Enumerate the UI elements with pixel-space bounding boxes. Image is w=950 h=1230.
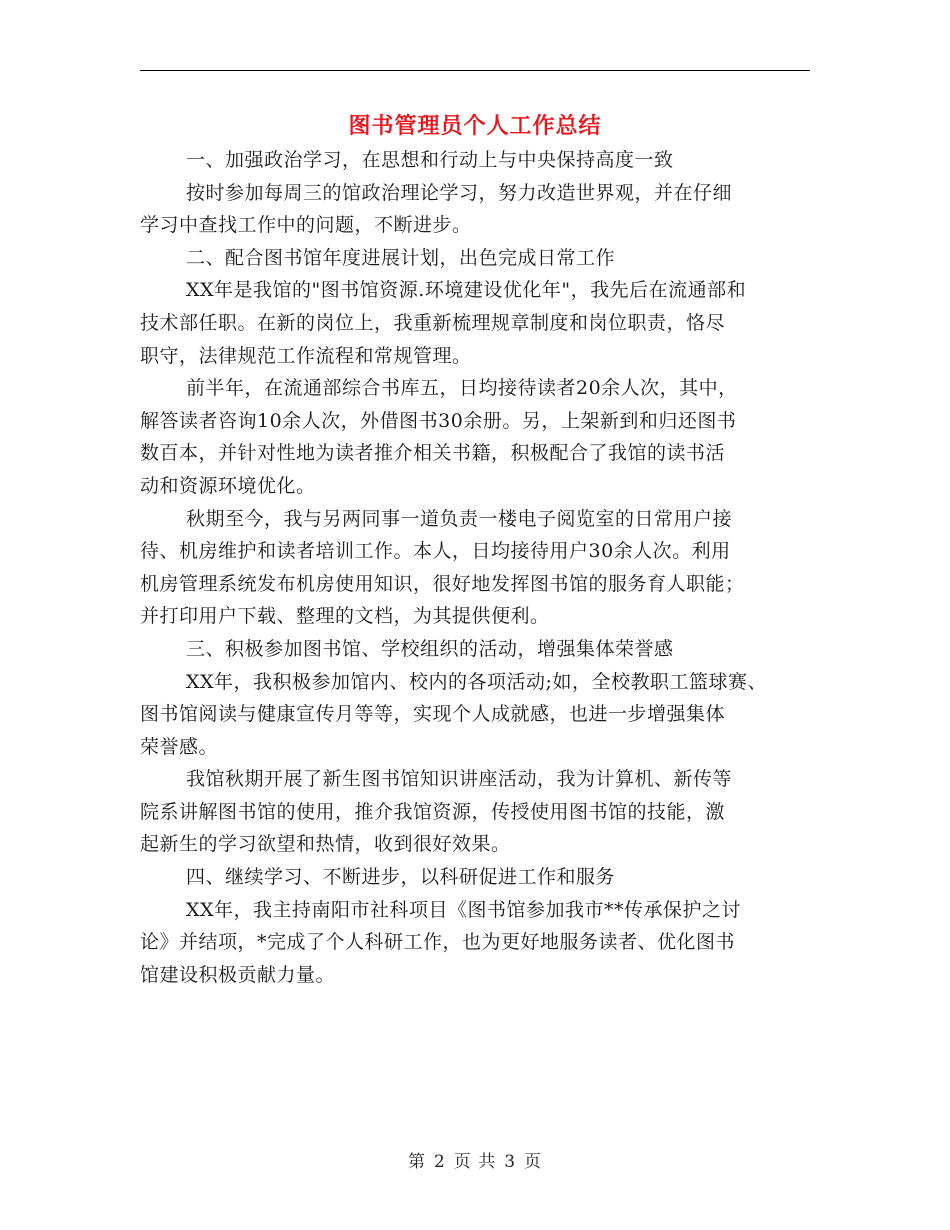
body-line: 起新生的学习欲望和热情，收到很好效果。 [140, 833, 511, 856]
body-line: XX年，我积极参加馆内、校内的各项活动;如，全校教职工篮球赛、 [186, 670, 767, 693]
footer-suffix: 页 [524, 1152, 543, 1172]
body-line: XX年，我主持南阳市社科项目《图书馆参加我市**传承保护之讨 [186, 898, 742, 921]
body-line: 四、继续学习、不断进步，以科研促进工作和服务 [186, 866, 616, 889]
body-line: 按时参加每周三的馆政治理论学习，努力改造世界观，并在仔细 [186, 181, 733, 204]
body-line: 待、机房维护和读者培训工作。本人，日均接待用户30余人次。利用 [140, 540, 731, 563]
body-line: 技术部任职。在新的岗位上，我重新梳理规章制度和岗位职责，恪尽 [140, 311, 726, 334]
body-line: 机房管理系统发布机房使用知识，很好地发挥图书馆的服务育人职能； [140, 572, 745, 595]
body-line: 论》并结项，*完成了个人科研工作，也为更好地服务读者、优化图书 [140, 931, 736, 954]
body-line: 一、加强政治学习，在思想和行动上与中央保持高度一致 [186, 149, 674, 171]
body-line: 解答读者咨询10余人次，外借图书30余册。另，上架新到和归还图书 [140, 409, 737, 432]
body-line: 学习中查找工作中的问题，不断进步。 [140, 214, 472, 237]
body-line: 二、配合图书馆年度进展计划，出色完成日常工作 [186, 246, 616, 269]
body-line: 前半年，在流通部综合书库五，日均接待读者20余人次，其中， [186, 377, 738, 400]
body-line: 三、积极参加图书馆、学校组织的活动，增强集体荣誉感 [186, 637, 674, 660]
body-line: 我馆秋期开展了新生图书馆知识讲座活动，我为计算机、新传等 [186, 768, 733, 791]
body-line: 荣誉感。 [140, 735, 219, 758]
footer-prefix: 第 [407, 1152, 426, 1172]
document-title: 图书管理员个人工作总结 [348, 113, 602, 139]
footer-mid: 页 共 [453, 1152, 497, 1172]
document-body [140, 144, 820, 991]
body-line: 并打印用户下载、整理的文档，为其提供便利。 [140, 605, 550, 628]
body-line: 职守，法律规范工作流程和常规管理。 [140, 344, 472, 367]
body-line: XX年是我馆的"图书馆资源.环境建设优化年"，我先后在流通部和 [186, 279, 747, 302]
header-rule [140, 70, 810, 71]
body-line: 馆建设积极贡献力量。 [140, 963, 336, 986]
body-line: 动和资源环境优化。 [140, 474, 316, 497]
body-line: 图书馆阅读与健康宣传月等等，实现个人成就感，也进一步增强集体 [140, 703, 726, 726]
body-line: 秋期至今，我与另两同事一道负责一楼电子阅览室的日常用户接 [186, 507, 733, 530]
footer-total-pages: 3 [504, 1152, 517, 1172]
body-line: 院系讲解图书馆的使用，推介我馆资源，传授使用图书馆的技能，激 [140, 800, 726, 823]
footer-page-number: 2 [433, 1152, 446, 1172]
body-line: 数百本，并针对性地为读者推介相关书籍，积极配合了我馆的读书活 [140, 442, 726, 465]
page-footer [0, 1147, 950, 1172]
